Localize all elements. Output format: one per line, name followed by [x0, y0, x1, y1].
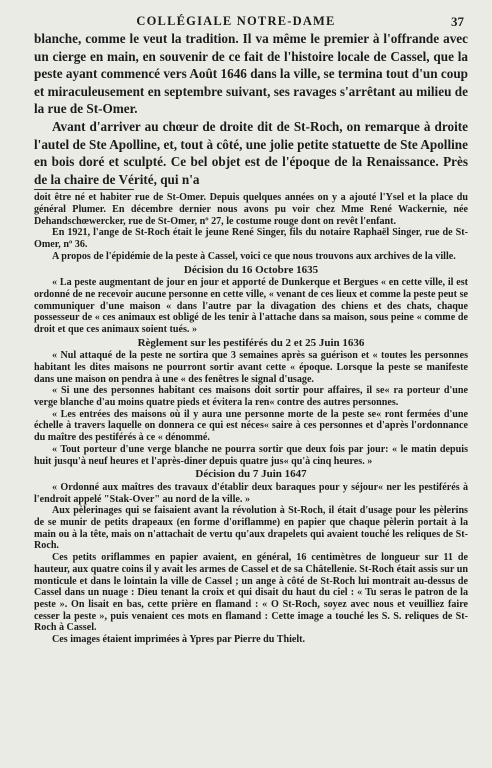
- footnotes: [34, 192, 468, 645]
- body-paragraph: blanche, comme le veut la tradition. Il va même le premier à l'offrande avec un cierge en main, en souvenir de ce fait de l'histoire locale de Cassel, que la peste ayant commencé vers Août 1646 dans la ville, se termina tout d'un coup et miraculeusement en septembre suivant, ses ravages s'arrêtant au milieu de la rue de St-Omer.: [34, 31, 468, 117]
- decision-heading: Décision du 7 Juin 1647: [195, 468, 307, 481]
- quoted-ordinance: « Nul attaqué de la peste ne sortira que 3 semaines après sa guérison et « toutes les personnes habitant les dites maisons ne pourront sortir avant cette « époque. Lorsque la peste se manifeste dans une maison on pendra à une « des fenêtres le signal d'usage.: [34, 350, 468, 385]
- footnote-paragraph: Aux pèlerinages qui se faisaient avant la révolution à St-Roch, il était d'usage pour les pèlerins de se munir de petits drapeaux (en forme d'oriflamme) en papier que chaque pèlerin portait à la main ou à la tête, mais on n'attachait de vertu qu'aux drapelets qui avaient touché les reliques de St-Roch.: [34, 505, 468, 552]
- quoted-ordinance: « La peste augmentant de jour en jour et apporté de Dunkerque et Bergues « en cette ville, il est ordonné de ne recevoir aucune personne en cette ville, « venant de ces lieux et comme la peste peut se communiquer d'une maison « dans l'autre par la divagation des chiens et des chats, chaque possesseur de « ces animaux est obligé de les tenir à l'attache dans sa maison, sous peine « comme de droit et que ces animaux soient tués. »: [34, 277, 468, 335]
- footnote-paragraph: Ces images étaient imprimées à Ypres par Pierre du Thielt.: [52, 634, 306, 646]
- footnote-paragraph: doit être né et habiter rue de St-Omer. Depuis quelques années on y a ajouté l'Ysel et la place du général Plumer. En décembre dernier nous avons pu voir chez Mme René Wackernie, née Dehandschœwercker, rue de St-Omer, nº 27, le costume rouge dont on revêt l'enfant.: [34, 192, 468, 227]
- page-number: 37: [451, 14, 464, 29]
- footnote-paragraph: A propos de l'épidémie de la peste à Cassel, voici ce que nous trouvons aux archives de la ville.: [52, 250, 456, 262]
- quoted-ordinance: « Les entrées des maisons où il y aura une personne morte de la peste se« ront fermées d'une échelle à travers laquelle on donnera ce qui est néces« saire à ces personnes et d'après l'ordonnance du maître des pestiférés à ce « dénommé.: [34, 408, 468, 444]
- footnote-separator: [34, 189, 134, 190]
- quoted-ordinance: « Ordonné aux maîtres des travaux d'établir deux baraques pour y séjour« ner les pestiférés à l'endroit appelé "Stak-Over" au nord de la ville. »: [34, 481, 468, 505]
- running-title: COLLÉGIALE NOTRE-DAME: [136, 14, 336, 28]
- quoted-ordinance: « Tout porteur d'une verge blanche ne pourra sortir que deux fois par jour: « le matin depuis huit jusqu'à neuf heures et l'après-diner depuis quatre jus« qu'à cinq heures. »: [34, 443, 468, 467]
- quoted-ordinance: « Si une des personnes habitant ces maisons doit sortir pour affaires, il se« ra porteur d'une verge blanche d'au moins quatre pieds et évitera la ren« contre des autres personnes.: [34, 385, 468, 409]
- decision-heading: Décision du 16 Octobre 1635: [183, 263, 319, 276]
- footnote-paragraph: Ces petits oriflammes en papier avaient, en général, 16 centimètres de longueur sur 11 de hauteur, aux quatre coins il y avait les armes de Cassel et de sa Châtellenie. St-Roch était assis sur un monticule et dans le lointain la ville de Cassel ; un ange à côté de St-Roch lui montrait au-dessus de Cassel dans un nuage : Dieu tenant la croix et qui disait du haut du ciel : « Tu seras le patron de la peste ». On lisait en bas, cette prière en flamand : « O St-Roch, soyez avec nous et veuilliez faire cesser la peste », puis venaient ces mots en flamand : Cette image a touché les S. S. reliques de St-Roch à Cassel.: [34, 552, 468, 634]
- body-paragraph: Avant d'arriver au chœur de droite dit de St-Roch, on remarque à droite l'autel de Ste Apolline, et, tout à côté, une jolie petite statuette de Ste Apolline en bois doré et sculpté. Ce bel objet est de l'époque de la Renaissance. Près de la chaire de Vérité, qui n'a: [34, 118, 468, 187]
- main-text: [34, 30, 468, 188]
- page-header: [34, 0, 468, 30]
- regulation-heading: Règlement sur les pestiférés du 2 et 25 Juin 1636: [137, 336, 365, 349]
- footnote-paragraph: En 1921, l'ange de St-Roch était le jeune René Singer, fils du notaire Raphaël Singer, rue de St-Omer, nº 36.: [34, 227, 468, 251]
